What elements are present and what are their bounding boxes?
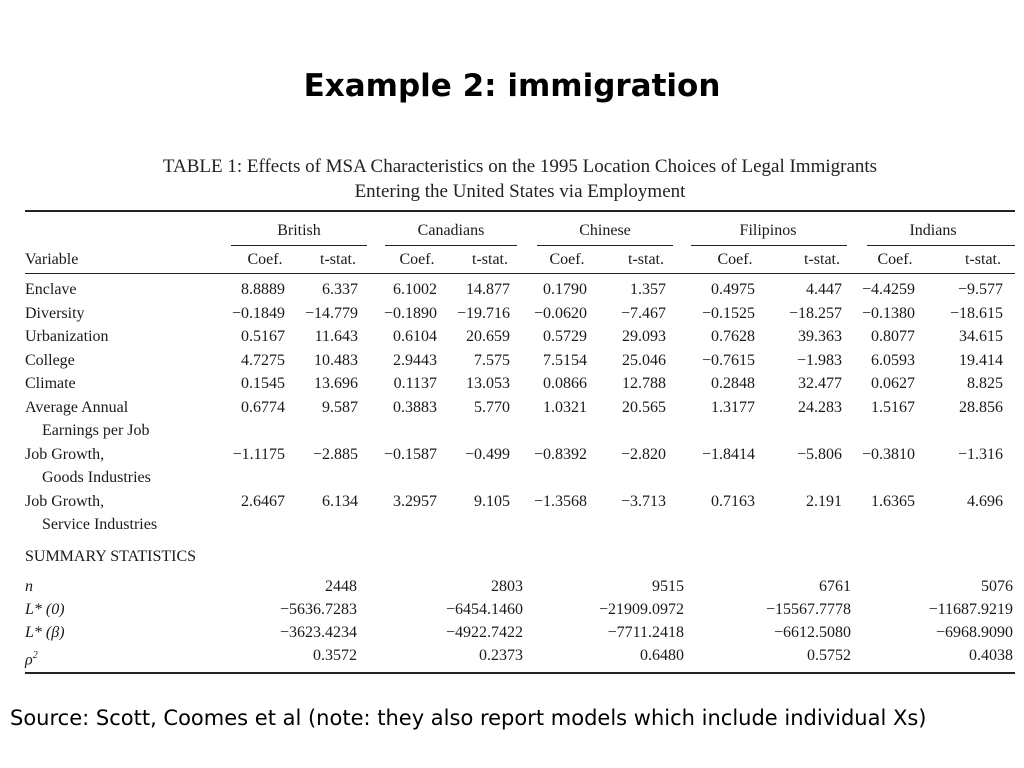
- row-label: College: [25, 351, 75, 369]
- tstat-header: t-stat.: [320, 251, 356, 268]
- row-label: Job Growth,: [25, 492, 105, 510]
- coef-cell: 1.3177: [711, 398, 755, 416]
- coef-cell: 0.3883: [393, 398, 437, 416]
- tstat-cell: −14.779: [304, 304, 358, 322]
- tstat-cell: 12.788: [622, 375, 666, 392]
- tstat-cell: 8.825: [967, 375, 1003, 392]
- tstat-cell: 32.477: [798, 375, 842, 392]
- group-header-1: Canadians: [417, 222, 485, 239]
- row-label: Diversity: [25, 304, 85, 322]
- summary-label: n: [25, 578, 33, 595]
- tstat-cell: −2.820: [620, 445, 666, 463]
- coef-cell: −0.1890: [383, 304, 437, 322]
- summary-header: SUMMARY STATISTICS: [25, 548, 197, 565]
- summary-value: 6761: [819, 578, 851, 595]
- tstat-cell: 2.191: [806, 492, 842, 510]
- summary-value: 0.3572: [313, 647, 357, 664]
- coef-cell: 0.0866: [543, 375, 587, 392]
- coef-cell: 0.2848: [711, 375, 755, 392]
- coef-cell: −0.1849: [231, 304, 285, 322]
- row-label: Enclave: [25, 281, 77, 298]
- coef-cell: 0.1137: [393, 375, 437, 392]
- row-label: Average Annual: [25, 398, 129, 416]
- tstat-cell: 14.877: [466, 281, 510, 298]
- table-caption-line-1: TABLE 1: Effects of MSA Characteristics on the 1995 Location Choices of Legal Immigrants: [162, 156, 878, 177]
- coef-cell: −0.0620: [533, 304, 587, 322]
- slide-title: Example 2: immigration: [303, 68, 721, 104]
- row-label: Urbanization: [25, 328, 109, 345]
- summary-value: 0.4038: [969, 647, 1013, 664]
- tstat-cell: 24.283: [798, 398, 842, 416]
- tstat-cell: 34.615: [959, 328, 1003, 345]
- tstat-cell: 9.105: [474, 492, 510, 510]
- tstat-cell: 6.134: [322, 492, 358, 510]
- tstat-header: t-stat.: [804, 251, 840, 268]
- coef-cell: 0.8077: [871, 328, 915, 345]
- coef-cell: −0.7615: [701, 351, 755, 369]
- tstat-cell: −7.467: [620, 304, 666, 322]
- tstat-cell: 19.414: [959, 351, 1003, 369]
- coef-header: Coef.: [877, 251, 913, 268]
- coef-cell: −0.3810: [861, 445, 915, 463]
- tstat-cell: 28.856: [959, 398, 1003, 416]
- coef-cell: −1.8414: [701, 445, 755, 463]
- summary-value: 2803: [491, 578, 523, 595]
- summary-label: ρ: [25, 651, 33, 669]
- coef-header: Coef.: [247, 251, 283, 268]
- coef-cell: 0.6104: [393, 328, 437, 345]
- coef-cell: 0.5167: [241, 328, 285, 345]
- summary-value: −3623.4234: [279, 624, 357, 641]
- row-label: Goods Industries: [42, 469, 151, 486]
- coef-cell: −0.1525: [701, 304, 755, 322]
- tstat-cell: −18.257: [788, 304, 842, 322]
- tstat-cell: −18.615: [949, 304, 1003, 322]
- tstat-cell: −3.713: [620, 492, 666, 510]
- table-bottom-rule: [25, 672, 1015, 674]
- tstat-header: t-stat.: [628, 251, 664, 268]
- source-note: Source: Scott, Coomes et al (note: they also report models which include individual Xs): [10, 706, 927, 730]
- tstat-cell: −9.577: [957, 281, 1003, 298]
- summary-value: 9515: [652, 578, 684, 595]
- coef-cell: 0.4975: [711, 281, 755, 298]
- tstat-cell: −0.499: [464, 445, 510, 463]
- coef-cell: 7.5154: [543, 351, 587, 369]
- coef-cell: 1.5167: [871, 398, 915, 416]
- tstat-cell: −1.316: [957, 445, 1003, 463]
- coef-cell: 1.6365: [871, 492, 915, 510]
- row-label: Job Growth,: [25, 445, 105, 463]
- table-caption-line-2: Entering the United States via Employment: [354, 181, 686, 202]
- group-underline-4: [867, 245, 1015, 246]
- tstat-cell: 1.357: [630, 281, 666, 298]
- summary-value: −6612.5080: [773, 624, 851, 641]
- summary-label: L* (β): [25, 624, 65, 641]
- coef-cell: −0.1380: [861, 304, 915, 322]
- table-top-rule: [25, 210, 1015, 212]
- group-header-0: British: [277, 222, 321, 239]
- summary-value: 0.2373: [479, 647, 523, 664]
- coef-cell: 2.6467: [241, 492, 285, 510]
- tstat-cell: 9.587: [322, 398, 358, 416]
- tstat-cell: −5.806: [796, 445, 842, 463]
- tstat-cell: 5.770: [474, 398, 510, 416]
- tstat-cell: 4.447: [806, 281, 842, 298]
- coef-cell: 4.7275: [241, 351, 285, 369]
- coef-cell: 0.0627: [871, 375, 915, 392]
- row-label: Earnings per Job: [42, 422, 150, 439]
- group-header-2: Chinese: [579, 222, 631, 239]
- tstat-cell: 25.046: [622, 351, 666, 369]
- regression-table: [25, 210, 1015, 675]
- header-rule: [25, 273, 1015, 274]
- coef-cell: 0.7163: [711, 492, 755, 510]
- coef-cell: 6.1002: [393, 281, 437, 298]
- tstat-cell: −1.983: [796, 351, 842, 369]
- coef-header: Coef.: [549, 251, 585, 268]
- summary-value: −6968.9090: [935, 624, 1013, 641]
- coef-cell: −0.1587: [383, 445, 437, 463]
- coef-cell: 0.1790: [543, 281, 587, 298]
- summary-value: −6454.1460: [445, 601, 523, 618]
- coef-cell: −4.4259: [861, 281, 915, 298]
- summary-label-wrap: [25, 647, 38, 669]
- tstat-cell: 10.483: [314, 351, 358, 369]
- summary-value: −4922.7422: [445, 624, 523, 641]
- summary-value: 0.5752: [807, 647, 851, 664]
- coef-cell: 0.6774: [241, 398, 285, 416]
- summary-value: 5076: [981, 578, 1013, 595]
- tstat-cell: 29.093: [622, 328, 666, 345]
- tstat-cell: −19.716: [456, 304, 510, 322]
- summary-value: 0.6480: [640, 647, 684, 664]
- group-underline-3: [691, 245, 847, 246]
- coef-cell: 0.1545: [241, 375, 285, 392]
- coef-header: Coef.: [717, 251, 753, 268]
- tstat-cell: 11.643: [314, 328, 358, 345]
- summary-label-sup: 2: [32, 650, 38, 661]
- coef-header: Coef.: [399, 251, 435, 268]
- summary-value: −7711.2418: [607, 624, 684, 641]
- tstat-header: t-stat.: [472, 251, 508, 268]
- row-label: Service Industries: [42, 516, 158, 533]
- group-header-4: Indians: [909, 222, 957, 239]
- coef-cell: −0.8392: [533, 445, 587, 463]
- tstat-cell: 39.363: [798, 328, 842, 345]
- summary-value: −15567.7778: [765, 601, 851, 618]
- tstat-cell: 13.696: [314, 375, 358, 392]
- group-underline-0: [231, 245, 367, 246]
- tstat-cell: 20.565: [622, 398, 666, 416]
- summary-value: −21909.0972: [598, 601, 684, 618]
- summary-value: 2448: [325, 578, 357, 595]
- summary-value: −5636.7283: [279, 601, 357, 618]
- tstat-cell: 13.053: [466, 375, 510, 392]
- coef-cell: 3.2957: [393, 492, 437, 510]
- coef-cell: −1.3568: [533, 492, 587, 510]
- group-header-3: Filipinos: [739, 222, 797, 239]
- tstat-cell: 20.659: [466, 328, 510, 345]
- tstat-cell: −2.885: [312, 445, 358, 463]
- group-underline-2: [537, 245, 673, 246]
- tstat-cell: 4.696: [967, 492, 1003, 510]
- row-label: Climate: [25, 375, 76, 392]
- tstat-cell: 6.337: [322, 281, 358, 298]
- group-underline-1: [385, 245, 517, 246]
- coef-cell: −1.1175: [232, 445, 285, 463]
- table-caption: [20, 154, 1020, 204]
- summary-value: −11687.9219: [928, 601, 1013, 618]
- coef-cell: 1.0321: [543, 398, 587, 416]
- coef-cell: 2.9443: [393, 351, 437, 369]
- variable-header: Variable: [25, 251, 79, 268]
- coef-cell: 0.7628: [711, 328, 755, 345]
- coef-cell: 0.5729: [543, 328, 587, 345]
- tstat-cell: 7.575: [474, 351, 510, 369]
- coef-cell: 6.0593: [871, 351, 915, 369]
- tstat-header: t-stat.: [965, 251, 1001, 268]
- coef-cell: 8.8889: [241, 281, 285, 298]
- summary-label: L* (0): [25, 601, 65, 618]
